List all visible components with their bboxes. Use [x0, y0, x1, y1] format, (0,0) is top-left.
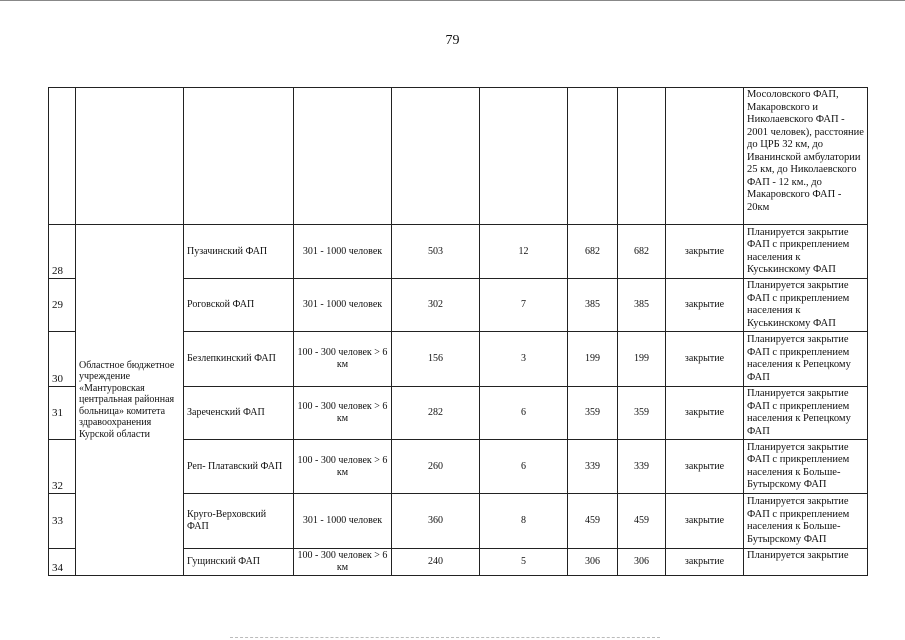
- value-3: 306: [568, 549, 618, 576]
- value-4: 306: [618, 549, 666, 576]
- value-1: 156: [392, 332, 480, 387]
- table-row: [49, 88, 868, 225]
- population-category: 100 - 300 человек > 6 км: [294, 332, 392, 387]
- remark-cell: Мосоловского ФАП, Макаровского и Николаевского ФАП - 2001 человек), расстояние до ЦРБ 32 км, до Иванинской амбулатории 25 км, до Николаевского ФАП - 12 км., до Макаровского ФАП - 20км: [744, 88, 868, 225]
- value-2: 3: [480, 332, 568, 387]
- row-number: 31: [49, 387, 76, 440]
- value-1: 282: [392, 387, 480, 440]
- value-3: 359: [568, 387, 618, 440]
- top-rule: [0, 0, 905, 1]
- population-category: 301 - 1000 человек: [294, 225, 392, 279]
- value-1: 503: [392, 225, 480, 279]
- value-2: 5: [480, 549, 568, 576]
- value-2: 6: [480, 387, 568, 440]
- row-number: 33: [49, 494, 76, 549]
- value-cell: [480, 88, 568, 225]
- status: закрытие: [666, 549, 744, 576]
- facility-name: Гущинский ФАП: [184, 549, 294, 576]
- value-1: 260: [392, 440, 480, 494]
- status: закрытие: [666, 279, 744, 332]
- value-2: 6: [480, 440, 568, 494]
- facility-table: [48, 87, 868, 576]
- scan-edge-line: [230, 637, 660, 639]
- facility-name: Зареченский ФАП: [184, 387, 294, 440]
- remark: Планируется закрытие ФАП с прикреплением населения к Куськинскому ФАП: [744, 225, 868, 279]
- status: закрытие: [666, 494, 744, 549]
- row-number: 34: [49, 549, 76, 576]
- value-3: 385: [568, 279, 618, 332]
- value-1: 360: [392, 494, 480, 549]
- remark: Планируется закрытие ФАП с прикреплением населения к Куськинскому ФАП: [744, 279, 868, 332]
- remark: Планируется закрытие: [744, 549, 868, 576]
- value-4: 682: [618, 225, 666, 279]
- value-3: 459: [568, 494, 618, 549]
- row-number: 28: [49, 225, 76, 279]
- value-4: 385: [618, 279, 666, 332]
- facility-name: Роговской ФАП: [184, 279, 294, 332]
- value-1: 240: [392, 549, 480, 576]
- row-number: 29: [49, 279, 76, 332]
- value-cell: [392, 88, 480, 225]
- remark: Планируется закрытие ФАП с прикреплением населения к Больше-Бутырскому ФАП: [744, 494, 868, 549]
- row-number-cell: [49, 88, 76, 225]
- table-row: [49, 225, 868, 279]
- remark: Планируется закрытие ФАП с прикреплением населения к Репецкому ФАП: [744, 332, 868, 387]
- facility-name: Реп- Платавский ФАП: [184, 440, 294, 494]
- value-2: 7: [480, 279, 568, 332]
- status: закрытие: [666, 332, 744, 387]
- population-category: 301 - 1000 человек: [294, 494, 392, 549]
- organization-cell-empty: [76, 88, 184, 225]
- organization-name: Областное бюджетное учреждение «Мантуровская центральная районная больница» комитета здравоохранения Курской области: [76, 225, 184, 576]
- status: закрытие: [666, 225, 744, 279]
- facility-name: Безлепкинский ФАП: [184, 332, 294, 387]
- value-cell: [568, 88, 618, 225]
- value-2: 12: [480, 225, 568, 279]
- value-2: 8: [480, 494, 568, 549]
- value-3: 199: [568, 332, 618, 387]
- remark: Планируется закрытие ФАП с прикреплением населения к Больше-Бутырскому ФАП: [744, 440, 868, 494]
- population-category: 100 - 300 человек > 6 км: [294, 549, 392, 576]
- value-4: 199: [618, 332, 666, 387]
- facility-name: Круго-Верховский ФАП: [184, 494, 294, 549]
- population-category: 301 - 1000 человек: [294, 279, 392, 332]
- row-number: 32: [49, 440, 76, 494]
- population-category: 100 - 300 человек > 6 км: [294, 440, 392, 494]
- population-category: 100 - 300 человек > 6 км: [294, 387, 392, 440]
- facility-name-cell: [184, 88, 294, 225]
- value-cell: [618, 88, 666, 225]
- value-4: 459: [618, 494, 666, 549]
- remark: Планируется закрытие ФАП с прикреплением населения к Репецкому ФАП: [744, 387, 868, 440]
- page-number: 79: [445, 33, 460, 48]
- value-4: 339: [618, 440, 666, 494]
- value-4: 359: [618, 387, 666, 440]
- status: закрытие: [666, 440, 744, 494]
- value-3: 682: [568, 225, 618, 279]
- value-1: 302: [392, 279, 480, 332]
- row-number: 30: [49, 332, 76, 387]
- facility-name: Пузачинский ФАП: [184, 225, 294, 279]
- population-cell: [294, 88, 392, 225]
- status: закрытие: [666, 387, 744, 440]
- value-3: 339: [568, 440, 618, 494]
- status-cell: [666, 88, 744, 225]
